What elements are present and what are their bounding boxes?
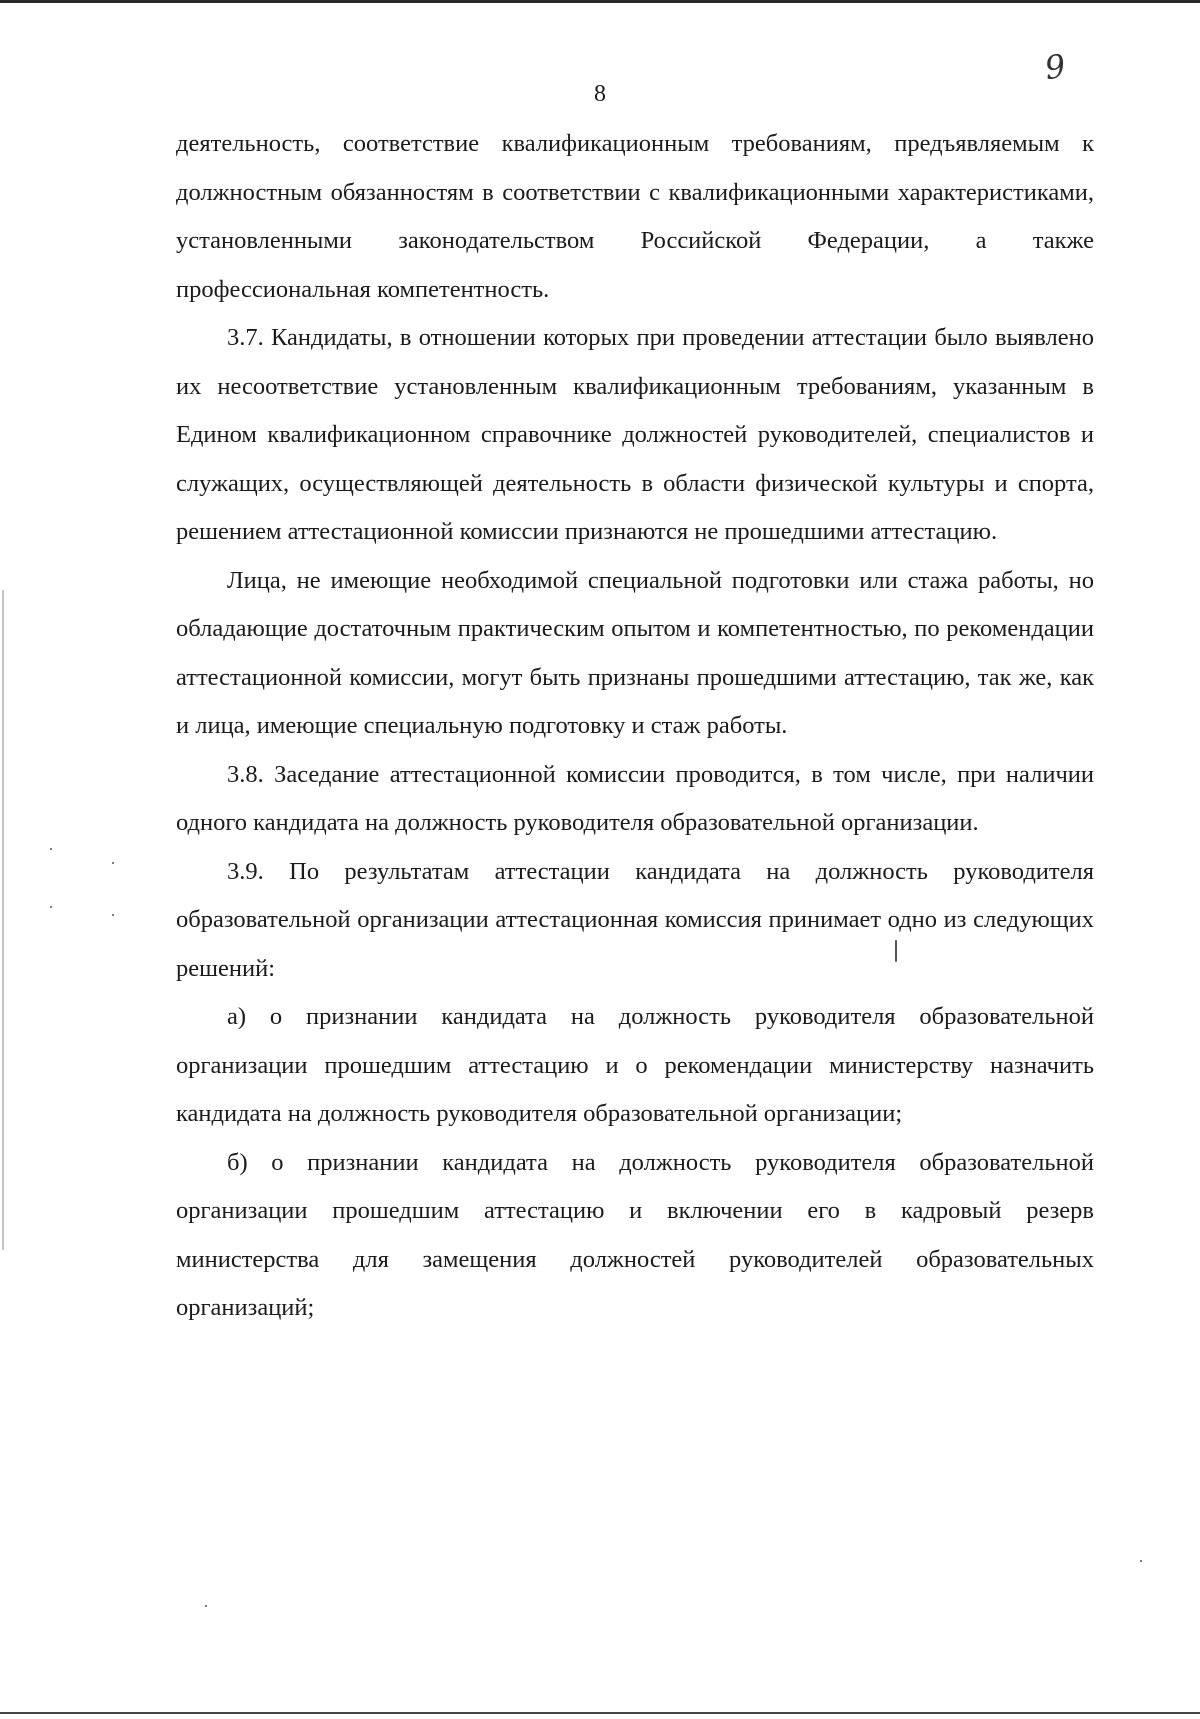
scan-edge-top bbox=[0, 0, 1200, 3]
paragraph-continuation: деятельность, соответствие квалификационным требованиям, предъявляемым к должностным обязанностям в соответствии с квалификационными характеристиками, установленными законодательством Российской Федерации, а также профессиональная компетентность. bbox=[176, 130, 1094, 303]
handwritten-page-mark: 9 bbox=[1042, 46, 1068, 88]
paragraph-3-9: 3.9. По результатам аттестации кандидата на должность руководителя образовательной организации аттестационная комиссия принимает одно из следующих решений: bbox=[176, 857, 1094, 982]
document-body bbox=[176, 120, 1094, 1333]
paragraph-3-8: 3.8. Заседание аттестационной комиссии проводится, в том числе, при наличии одного кандидата на должность руководителя образовательной организации. bbox=[176, 760, 1094, 836]
scan-speck bbox=[1140, 1560, 1142, 1562]
scan-speck bbox=[112, 862, 114, 864]
scan-edge-left bbox=[2, 590, 4, 1250]
scan-speck bbox=[50, 848, 52, 850]
scan-speck bbox=[50, 906, 52, 908]
paragraph-item-a: а) о признании кандидата на должность руководителя образовательной организации прошедшим аттестацию и о рекомендации министерству назначить кандидата на должность руководителя образовательной организации; bbox=[176, 1003, 1094, 1127]
paragraph-persons: Лица, не имеющие необходимой специальной подготовки или стажа работы, но обладающие достаточным практическим опытом и компетентностью, по рекомендации аттестационной комиссии, могут быть признаны прошедшими аттестацию, так же, как и лица, имеющие специальную подготовку и стаж работы. bbox=[176, 566, 1094, 739]
paragraph-item-b: б) о признании кандидата на должность руководителя образовательной организации прошедшим аттестацию и включении его в кадровый резерв министерства для замещения должностей руководителей образовательных организаций; bbox=[176, 1148, 1094, 1321]
scan-edge-bottom bbox=[0, 1712, 1200, 1714]
scan-mark bbox=[895, 940, 897, 962]
scan-speck bbox=[205, 1605, 207, 1607]
paragraph-3-7: 3.7. Кандидаты, в отношении которых при проведении аттестации было выявлено их несоответствие установленным квалификационным требованиям, указанным в Едином квалификационном справочнике должностей руководителей, специалистов и служащих, осуществляющей деятельность в области физической культуры и спорта, решением аттестационной комиссии признаются не прошедшими аттестацию. bbox=[176, 324, 1094, 545]
page-number: 8 bbox=[594, 81, 606, 107]
scan-speck bbox=[112, 914, 114, 916]
